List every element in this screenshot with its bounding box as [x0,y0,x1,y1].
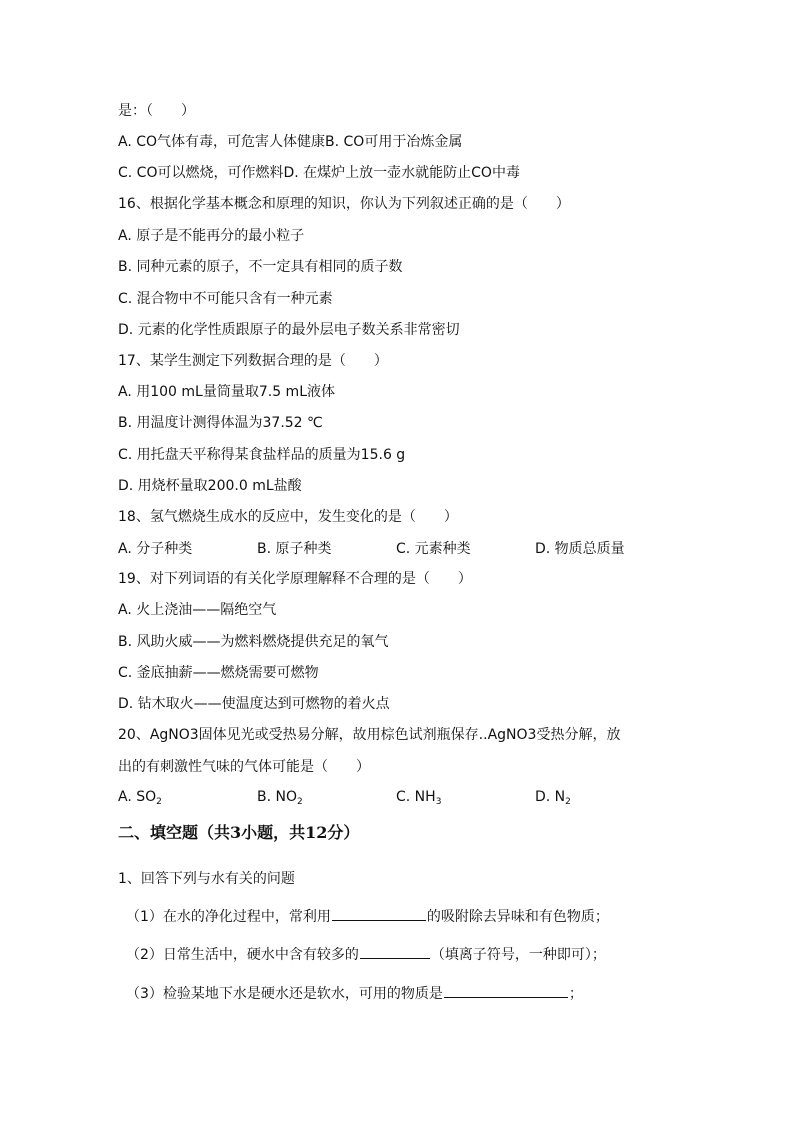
q18-option-b: B. 原子种类 [257,541,332,557]
answer-blank-3[interactable] [444,983,568,998]
q20-stem-line2: 出的有刺激性气味的气体可能是（ ） [118,759,370,775]
fill-item-2-after: （填离子符号，一种即可）； [430,947,606,963]
q17-option-a: A. 用100 mL量筒量取7.5 mL液体 [118,384,335,400]
q19-option-b: B. 风助火威——为燃料燃烧提供充足的氧气 [118,634,389,650]
q17-option-c: C. 用托盘天平称得某食盐样品的质量为15.6 g [118,447,406,463]
fill-item-1-before: （1）在水的净化过程中，常利用 [126,909,331,925]
q16-stem: 16、根据化学基本概念和原理的知识，你认为下列叙述正确的是（ ） [118,196,570,212]
q19-option-a: A. 火上浇油——隔绝空气 [118,602,277,618]
q15-stem-tail: 是：（ ） [118,103,195,119]
section-heading-fill-in: 二、填空题（共3小题，共12分） [118,823,360,842]
q16-option-b: B. 同种元素的原子，不一定具有相同的质子数 [118,259,403,275]
fill-item-1-after: 的吸附除去异味和有色物质； [426,909,609,925]
q15-options-cd: C. CO可以燃烧，可作燃料D. 在煤炉上放一壶水就能防止CO中毒 [118,165,520,181]
q20-stem-line1: 20、AgNO3固体见光或受热易分解，故用棕色试剂瓶保存..AgNO3受热分解，放 [118,727,621,743]
fill-q1-item-2 [126,944,606,965]
q19-option-d: D. 钻木取火——使温度达到可燃物的着火点 [118,696,390,712]
q18-option-a: A. 分子种类 [118,541,193,557]
fill-item-3-after: ； [568,986,583,1002]
answer-blank-2[interactable] [360,944,430,959]
q18-option-c: C. 元素种类 [396,541,471,557]
q17-option-b: B. 用温度计测得体温为37.52 ℃ [118,415,323,431]
fill-item-2-before: （2）日常生活中，硬水中含有较多的 [126,947,359,963]
q15-options-ab: A. CO气体有毒，可危害人体健康B. CO可用于冶炼金属 [118,134,463,150]
q20-option-c: C. $NH_3$ [396,789,442,807]
q17-option-d: D. 用烧杯量取200.0 mL盐酸 [118,478,302,494]
q18-option-d: D. 物质总质量 [535,541,625,557]
q16-option-a: A. 原子是不能再分的最小粒子 [118,228,305,244]
fill-q1-item-3 [126,983,583,1004]
q16-option-c: C. 混合物中不可能只含有一种元素 [118,291,333,307]
q16-option-d: D. 元素的化学性质跟原子的最外层电子数关系非常密切 [118,322,460,338]
q19-stem: 19、对下列词语的有关化学原理解释不合理的是（ ） [118,571,472,587]
q18-stem: 18、氢气燃烧生成水的反应中，发生变化的是（ ） [118,509,458,525]
q20-option-b: B. $NO_2$ [257,789,303,807]
q20-option-d: D. $N_2$ [535,789,571,807]
q17-stem: 17、某学生测定下列数据合理的是（ ） [118,353,388,369]
fill-q1-stem: 1、回答下列与水有关的问题 [118,871,295,887]
fill-item-3-before: （3）检验某地下水是硬水还是软水，可用的物质是 [126,986,443,1002]
q19-option-c: C. 釜底抽薪——燃烧需要可燃物 [118,665,319,681]
fill-q1-item-1 [126,906,609,927]
q20-option-a: A. $SO_2$ [118,789,162,807]
answer-blank-1[interactable] [332,906,426,921]
